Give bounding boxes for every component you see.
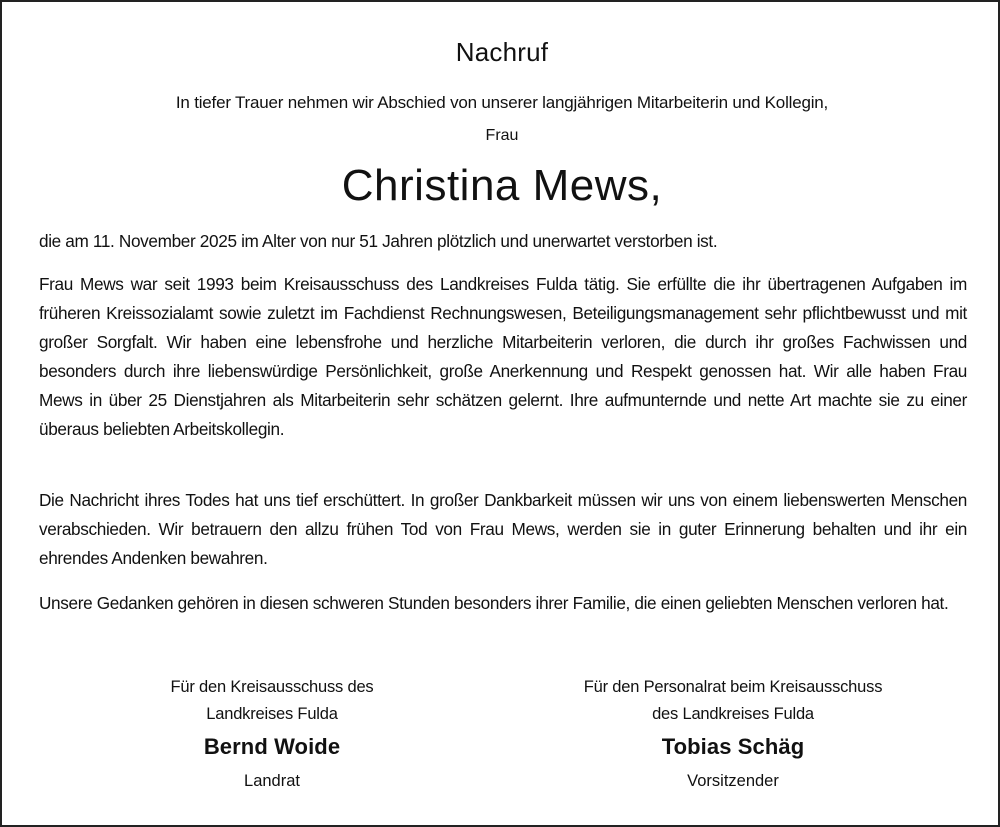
signatory-name: Bernd Woide	[203, 734, 341, 759]
paragraph-death-notice: die am 11. November 2025 im Alter von nur 51 Jahren plötzlich und unerwartet verstorben ist.	[39, 231, 718, 251]
deceased-name: Christina Mews,	[341, 161, 663, 210]
signatory-role: Vorsitzender	[687, 772, 779, 790]
obituary-heading: Nachruf	[455, 37, 549, 67]
signature-org-line: Für den Kreisausschuss des	[170, 678, 374, 696]
signatory-name: Tobias Schäg	[661, 734, 805, 759]
signature-org-line: des Landkreises Fulda	[652, 705, 814, 723]
signatory-role: Landrat	[244, 772, 300, 790]
salutation: Frau	[485, 127, 519, 144]
paragraph-family: Unsere Gedanken gehören in diesen schweren Stunden besonders ihrer Familie, die einen geliebten Menschen verloren hat.	[39, 593, 949, 613]
signature-org-line: Landkreises Fulda	[206, 705, 338, 723]
paragraph-mourning: Die Nachricht ihres Todes hat uns tief erschüttert. In großer Dankbarkeit müssen wir uns von einem liebenswerten Menschen verabschieden. Wir betrauern den allzu frühen Tod von Frau Mews, werden sie in guter Erinnerung behalten und ihr ein ehrendes Andenken bewahren.	[39, 490, 967, 568]
paragraph-career: Frau Mews war seit 1993 beim Kreisausschuss des Landkreises Fulda tätig. Sie erfüllte die ihr übertragenen Aufgaben im früheren Kreissozialamt sowie zuletzt im Fachdienst Rechnungswesen, Beteiligungsmanagement sehr pflichtbewusst und mit großer Sorgfalt. Wir haben eine lebensfrohe und herzliche Mitarbeiterin verloren, die durch ihr großes Fachwissen und besonders durch ihre liebenswürdige Persönlichkeit, große Anerkennung und Respekt genossen hat. Wir alle haben Frau Mews in über 25 Dienstjahren als Mitarbeiterin sehr schätzen gelernt. Ihre aufmunternde und nette Art machte sie zu einer überaus beliebten Arbeitskollegin.	[39, 274, 967, 439]
signature-org-line: Für den Personalrat beim Kreisausschuss	[583, 678, 883, 696]
signature-left	[62, 674, 482, 792]
signature-right	[523, 674, 943, 792]
intro-line: In tiefer Trauer nehmen wir Abschied von unserer langjährigen Mitarbeiterin und Kollegin,	[175, 93, 829, 112]
